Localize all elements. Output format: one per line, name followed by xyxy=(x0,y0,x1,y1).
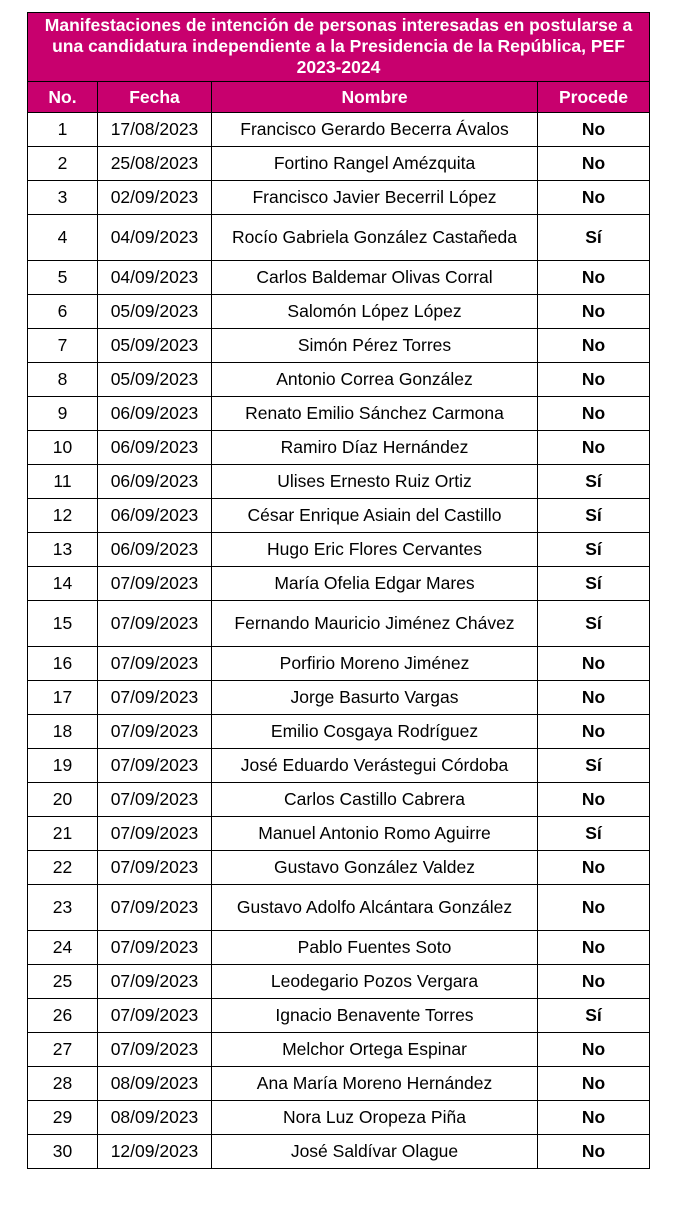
cell-procede: Sí xyxy=(538,567,650,601)
cell-fecha: 08/09/2023 xyxy=(98,1101,212,1135)
cell-fecha: 02/09/2023 xyxy=(98,181,212,215)
cell-nombre: Porfirio Moreno Jiménez xyxy=(212,647,538,681)
cell-nombre: Carlos Baldemar Olivas Corral xyxy=(212,261,538,295)
cell-procede: No xyxy=(538,147,650,181)
cell-nombre: Nora Luz Oropeza Piña xyxy=(212,1101,538,1135)
cell-no: 13 xyxy=(28,533,98,567)
table-row xyxy=(28,1033,650,1067)
cell-nombre: Leodegario Pozos Vergara xyxy=(212,965,538,999)
cell-fecha: 07/09/2023 xyxy=(98,681,212,715)
candidates-table xyxy=(27,12,650,1169)
cell-fecha: 06/09/2023 xyxy=(98,397,212,431)
cell-fecha: 07/09/2023 xyxy=(98,647,212,681)
cell-procede: No xyxy=(538,965,650,999)
cell-no: 15 xyxy=(28,601,98,647)
cell-nombre: Gustavo González Valdez xyxy=(212,851,538,885)
cell-nombre: Hugo Eric Flores Cervantes xyxy=(212,533,538,567)
table-row xyxy=(28,465,650,499)
cell-nombre: Ana María Moreno Hernández xyxy=(212,1067,538,1101)
cell-no: 5 xyxy=(28,261,98,295)
cell-nombre: Melchor Ortega Espinar xyxy=(212,1033,538,1067)
cell-nombre: José Eduardo Verástegui Córdoba xyxy=(212,749,538,783)
cell-procede: No xyxy=(538,647,650,681)
cell-fecha: 17/08/2023 xyxy=(98,113,212,147)
table-row xyxy=(28,817,650,851)
cell-fecha: 05/09/2023 xyxy=(98,329,212,363)
table-title: Manifestaciones de intención de personas interesadas en postularse a una candidatura independiente a la Presidencia de la República, PEF 2023-2024 xyxy=(28,13,650,82)
cell-no: 16 xyxy=(28,647,98,681)
cell-nombre: Jorge Basurto Vargas xyxy=(212,681,538,715)
cell-fecha: 06/09/2023 xyxy=(98,465,212,499)
cell-procede: Sí xyxy=(538,499,650,533)
cell-fecha: 06/09/2023 xyxy=(98,499,212,533)
cell-fecha: 07/09/2023 xyxy=(98,567,212,601)
cell-procede: No xyxy=(538,681,650,715)
cell-procede: No xyxy=(538,885,650,931)
cell-nombre: Francisco Javier Becerril López xyxy=(212,181,538,215)
cell-fecha: 04/09/2023 xyxy=(98,215,212,261)
table-row xyxy=(28,965,650,999)
cell-nombre: María Ofelia Edgar Mares xyxy=(212,567,538,601)
cell-procede: No xyxy=(538,1067,650,1101)
table-row xyxy=(28,931,650,965)
cell-fecha: 06/09/2023 xyxy=(98,533,212,567)
cell-no: 21 xyxy=(28,817,98,851)
cell-procede: Sí xyxy=(538,749,650,783)
table-row xyxy=(28,113,650,147)
cell-no: 24 xyxy=(28,931,98,965)
cell-procede: No xyxy=(538,1033,650,1067)
table-row xyxy=(28,397,650,431)
cell-procede: No xyxy=(538,431,650,465)
cell-no: 2 xyxy=(28,147,98,181)
cell-no: 9 xyxy=(28,397,98,431)
cell-nombre: Simón Pérez Torres xyxy=(212,329,538,363)
table-row xyxy=(28,363,650,397)
cell-nombre: Ramiro Díaz Hernández xyxy=(212,431,538,465)
cell-fecha: 07/09/2023 xyxy=(98,749,212,783)
cell-procede: No xyxy=(538,295,650,329)
table-row xyxy=(28,1067,650,1101)
table-body xyxy=(28,113,650,1169)
cell-procede: No xyxy=(538,261,650,295)
cell-no: 4 xyxy=(28,215,98,261)
cell-fecha: 05/09/2023 xyxy=(98,295,212,329)
cell-procede: Sí xyxy=(538,533,650,567)
header-no: No. xyxy=(28,82,98,113)
cell-procede: Sí xyxy=(538,601,650,647)
header-fecha: Fecha xyxy=(98,82,212,113)
cell-fecha: 07/09/2023 xyxy=(98,931,212,965)
cell-no: 7 xyxy=(28,329,98,363)
cell-nombre: Pablo Fuentes Soto xyxy=(212,931,538,965)
cell-fecha: 07/09/2023 xyxy=(98,1033,212,1067)
cell-no: 26 xyxy=(28,999,98,1033)
table-row xyxy=(28,431,650,465)
cell-no: 30 xyxy=(28,1135,98,1169)
cell-nombre: Fortino Rangel Amézquita xyxy=(212,147,538,181)
table-row xyxy=(28,1101,650,1135)
cell-no: 17 xyxy=(28,681,98,715)
table-row xyxy=(28,147,650,181)
cell-fecha: 07/09/2023 xyxy=(98,817,212,851)
cell-procede: No xyxy=(538,783,650,817)
cell-no: 10 xyxy=(28,431,98,465)
cell-fecha: 07/09/2023 xyxy=(98,715,212,749)
cell-procede: No xyxy=(538,363,650,397)
cell-nombre: José Saldívar Olague xyxy=(212,1135,538,1169)
cell-fecha: 07/09/2023 xyxy=(98,965,212,999)
cell-nombre: Carlos Castillo Cabrera xyxy=(212,783,538,817)
cell-procede: No xyxy=(538,931,650,965)
table-row xyxy=(28,567,650,601)
cell-no: 25 xyxy=(28,965,98,999)
cell-no: 27 xyxy=(28,1033,98,1067)
cell-nombre: Francisco Gerardo Becerra Ávalos xyxy=(212,113,538,147)
table-row xyxy=(28,499,650,533)
cell-fecha: 25/08/2023 xyxy=(98,147,212,181)
cell-fecha: 07/09/2023 xyxy=(98,783,212,817)
table-row xyxy=(28,261,650,295)
table-row xyxy=(28,647,650,681)
cell-procede: No xyxy=(538,329,650,363)
cell-nombre: Renato Emilio Sánchez Carmona xyxy=(212,397,538,431)
table-row xyxy=(28,215,650,261)
cell-procede: Sí xyxy=(538,817,650,851)
cell-fecha: 04/09/2023 xyxy=(98,261,212,295)
cell-procede: No xyxy=(538,181,650,215)
header-procede: Procede xyxy=(538,82,650,113)
table-row xyxy=(28,681,650,715)
cell-procede: Sí xyxy=(538,465,650,499)
table-row xyxy=(28,749,650,783)
header-nombre: Nombre xyxy=(212,82,538,113)
cell-nombre: Ignacio Benavente Torres xyxy=(212,999,538,1033)
cell-fecha: 06/09/2023 xyxy=(98,431,212,465)
cell-no: 6 xyxy=(28,295,98,329)
cell-procede: No xyxy=(538,113,650,147)
document-page xyxy=(27,12,649,1169)
table-row xyxy=(28,533,650,567)
cell-fecha: 07/09/2023 xyxy=(98,999,212,1033)
table-row xyxy=(28,329,650,363)
cell-fecha: 12/09/2023 xyxy=(98,1135,212,1169)
cell-nombre: Antonio Correa González xyxy=(212,363,538,397)
cell-no: 19 xyxy=(28,749,98,783)
cell-fecha: 05/09/2023 xyxy=(98,363,212,397)
cell-nombre: Emilio Cosgaya Rodríguez xyxy=(212,715,538,749)
table-row xyxy=(28,885,650,931)
cell-no: 8 xyxy=(28,363,98,397)
cell-no: 14 xyxy=(28,567,98,601)
cell-procede: No xyxy=(538,1101,650,1135)
cell-no: 20 xyxy=(28,783,98,817)
table-row xyxy=(28,181,650,215)
cell-no: 1 xyxy=(28,113,98,147)
table-row xyxy=(28,295,650,329)
table-row xyxy=(28,715,650,749)
table-row xyxy=(28,1135,650,1169)
cell-procede: Sí xyxy=(538,215,650,261)
cell-procede: No xyxy=(538,397,650,431)
cell-nombre: Gustavo Adolfo Alcántara González xyxy=(212,885,538,931)
cell-fecha: 08/09/2023 xyxy=(98,1067,212,1101)
cell-no: 29 xyxy=(28,1101,98,1135)
table-row xyxy=(28,601,650,647)
cell-procede: No xyxy=(538,715,650,749)
cell-procede: Sí xyxy=(538,999,650,1033)
cell-no: 11 xyxy=(28,465,98,499)
cell-fecha: 07/09/2023 xyxy=(98,851,212,885)
table-row xyxy=(28,851,650,885)
table-row xyxy=(28,999,650,1033)
cell-nombre: Salomón López López xyxy=(212,295,538,329)
cell-nombre: Rocío Gabriela González Castañeda xyxy=(212,215,538,261)
cell-nombre: César Enrique Asiain del Castillo xyxy=(212,499,538,533)
cell-fecha: 07/09/2023 xyxy=(98,601,212,647)
cell-fecha: 07/09/2023 xyxy=(98,885,212,931)
cell-no: 23 xyxy=(28,885,98,931)
cell-no: 12 xyxy=(28,499,98,533)
cell-nombre: Fernando Mauricio Jiménez Chávez xyxy=(212,601,538,647)
cell-no: 28 xyxy=(28,1067,98,1101)
cell-no: 18 xyxy=(28,715,98,749)
table-row xyxy=(28,783,650,817)
cell-procede: No xyxy=(538,1135,650,1169)
cell-nombre: Manuel Antonio Romo Aguirre xyxy=(212,817,538,851)
cell-nombre: Ulises Ernesto Ruiz Ortiz xyxy=(212,465,538,499)
cell-no: 3 xyxy=(28,181,98,215)
cell-procede: No xyxy=(538,851,650,885)
cell-no: 22 xyxy=(28,851,98,885)
